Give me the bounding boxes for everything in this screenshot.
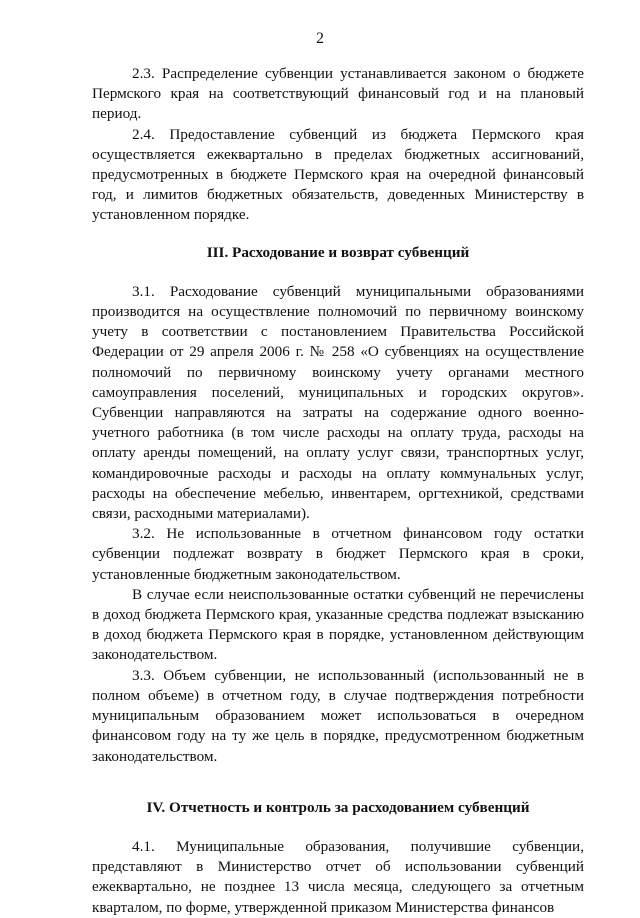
section-4-heading: IV. Отчетность и контроль за расходованием субвенций: [146, 798, 530, 816]
paragraph-3-2: 3.2. Не использованные в отчетном финансовом году остатки субвенции подлежат возврату в бюджет Пермского края в сроки, установленные бюджетным законодательством.: [92, 525, 584, 583]
document-body: [92, 64, 584, 918]
paragraph-2-3: 2.3. Распределение субвенции устанавливается законом о бюджете Пермского края на соответствующий финансовый год и на плановый период.: [92, 65, 584, 123]
page-number: 2: [316, 30, 324, 47]
paragraph-2-4: 2.4. Предоставление субвенций из бюджета Пермского края осуществляется ежеквартально в пределах бюджетных ассигнований, предусмотренных в бюджете Пермского края на очередной финансовый год, и лимитов бюджетных обязательств, доведенных Министерству в установленном порядке.: [92, 125, 584, 224]
paragraph-4-1: 4.1. Муниципальные образования, получившие субвенции, представляют в Министерство отчет об использовании субвенций ежеквартально, не позднее 13 числа месяца, следующего за отчетным кварталом, по форме, утвержденной приказом Министерства финансов: [92, 837, 584, 916]
section-3-heading: III. Расходование и возврат субвенций: [206, 243, 470, 261]
paragraph-3-1: 3.1. Расходование субвенций муниципальными образованиями производится на осуществление полномочий по первичному воинскому учету в соответствии с постановлением Правительства Российской Федерации от 29 апреля 2006 г. № 258 «О субвенциях на осуществление полномочий по первичному воинскому учету органами местного самоуправления поселений, муниципальных и городских округов». Субвенции направляются на затраты на содержание одного военно-учетного работника (в том числе расходы на оплату труда, расходы на оплату аренды помещений, на оплату услуг связи, транспортных услуг, командировочные расходы и расходы на оплату коммунальных услуг, расходы на обеспечение мебелью, инвентарем, оргтехникой, средствами связи, расходными материалами).: [92, 282, 584, 523]
paragraph-3-2-remainder: В случае если неиспользованные остатки субвенций не перечислены в доход бюджета Пермского края, указанные средства подлежат взысканию в доход бюджета Пермского края в порядке, установленном действующим законодательством.: [92, 585, 584, 664]
paragraph-3-3: 3.3. Объем субвенции, не использованный (использованный не в полном объеме) в отчетном году, в случае подтверждения потребности муниципальным образованием может использоваться в очередном финансовом году на ту же цель в порядке, предусмотренном бюджетным законодательством.: [92, 666, 584, 765]
